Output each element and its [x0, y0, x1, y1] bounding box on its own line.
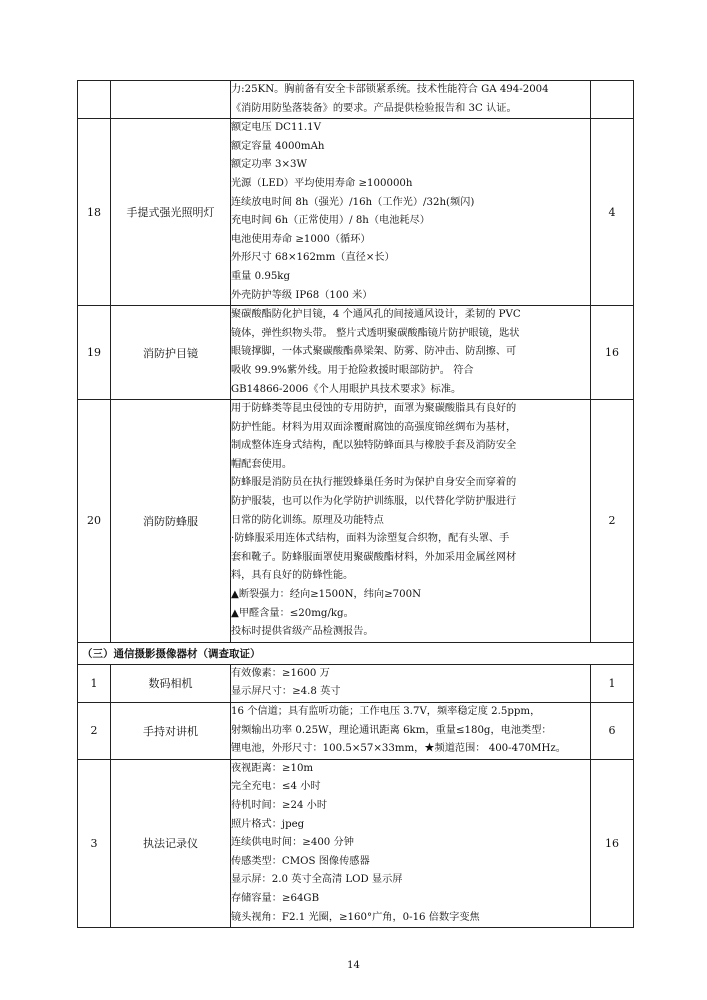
item-name: 手持对讲机 [111, 703, 231, 760]
item-quantity: 2 [591, 400, 634, 643]
spec-line: 照片格式：jpeg [231, 818, 305, 830]
item-specification [231, 759, 591, 927]
spec-line: 射频输出功率 0.25W，理论通讯距离 6km，重量≤180g，电池类型： [231, 724, 552, 736]
table-body-bottom [78, 664, 634, 927]
spec-line: 待机时间：≥24 小时 [231, 799, 328, 811]
spec-line: 日常的防化训练。原理及功能特点 [231, 514, 384, 526]
page-number: 14 [347, 960, 360, 971]
spec-line: 充电时间 6h（正常使用）/ 8h（电池耗尽） [231, 215, 430, 227]
spec-line: 眼镜撑脚，一体式聚碳酸酯鼻梁架、防雾、防冲击、防刮擦、可 [231, 346, 517, 358]
item-number: 2 [78, 703, 111, 760]
spec-line: 防护性能。材料为用双面涂覆耐腐蚀的高强度锦丝绸布为基材， [231, 421, 517, 433]
spec-line: 显示屏尺寸：≥4.8 英寸 [231, 686, 341, 698]
spec-line: 镜体，弹性织物头带。 整片式透明聚碳酸酯镜片防护眼镜，匙状 [231, 327, 520, 339]
spec-line: 用于防蜂类等昆虫侵蚀的专用防护，面罩为聚碳酸脂具有良好的 [231, 403, 517, 415]
spec-line: 电池使用寿命 ≥1000（循环） [231, 233, 371, 245]
spec-line: 额定电压 DC11.1V [231, 122, 321, 134]
spec-line: 制成整体连身式结构，配以独特防蜂面具与橡胶手套及消防安全 [231, 440, 517, 452]
spec-line: 镜头视角：F2.1 光圈，≥160°广角，0-16 倍数字变焦 [231, 911, 480, 923]
item-specification [231, 400, 591, 643]
item-name: 执法记录仪 [111, 759, 231, 927]
spec-line: ▲断裂强力：经向≥1500N，纬向≥700N [231, 589, 421, 601]
spec-line: 防护服装，也可以作为化学防护训练服，以代替化学防护服进行 [231, 496, 517, 508]
item-quantity: 16 [591, 759, 634, 927]
item-number [78, 81, 111, 119]
spec-line: 存储容量：≥64GB [231, 892, 320, 904]
item-specification [231, 306, 591, 400]
table-row [78, 119, 634, 306]
item-name: 消防防蜂服 [111, 400, 231, 643]
item-specification [231, 664, 591, 702]
spec-line: 投标时提供省级产品检测报告。 [231, 626, 374, 638]
spec-line: 《消防用防坠落装备》的要求。产品提供检验报告和 3C 认证。 [231, 102, 517, 114]
spec-line: GB14866-2006《个人用眼护具技术要求》标准。 [231, 383, 462, 395]
item-quantity: 4 [591, 119, 634, 306]
spec-line: 夜视距离：≥10m [231, 762, 314, 774]
spec-line: 吸收 99.9%紫外线。用于抢险救援时眼部防护。 符合 [231, 364, 474, 376]
section-title: （三）通信摄影摄像器材（调查取证） [78, 642, 634, 664]
table-body-top [78, 81, 634, 643]
item-number: 1 [78, 664, 111, 702]
spec-line: 聚碳酸酯防化护目镜，4 个通风孔的间接通风设计，柔韧的 PVC [231, 309, 521, 321]
spec-line: 完全充电：≤4 小时 [231, 781, 321, 793]
table-row [78, 759, 634, 927]
spec-table [77, 80, 634, 928]
spec-line: 料，具有良好的防蜂性能。 [231, 570, 354, 582]
spec-line: ·防蜂服采用连体式结构，面料为涂塑复合织物，配有头罩、手 [231, 533, 510, 545]
item-specification [231, 703, 591, 760]
spec-line: 力:25KN。胸前备有安全卡部锁紧系统。技术性能符合 GA 494-2004 [231, 84, 549, 95]
spec-line: 传感类型：CMOS 图像传感器 [231, 855, 370, 867]
spec-line: 外壳防护等级 IP68（100 米） [231, 289, 373, 301]
item-name [111, 81, 231, 119]
item-name: 消防护目镜 [111, 306, 231, 400]
table-row [78, 703, 634, 760]
spec-line: 锂电池，外形尺寸：100.5×57×33mm，★频道范围： 400-470MHz。 [231, 743, 566, 755]
spec-line: 帽配套使用。 [231, 458, 293, 470]
table-row [78, 306, 634, 400]
spec-line: 额定容量 4000mAh [231, 140, 325, 152]
spec-line: 连续放电时间 8h（强光）/16h（工作光）/32h(频闪) [231, 196, 475, 208]
spec-line: 显示屏：2.0 英寸全高清 LOD 显示屏 [231, 874, 403, 886]
item-specification [231, 119, 591, 306]
spec-line: 重量 0.95kg [231, 270, 290, 282]
item-name: 数码相机 [111, 664, 231, 702]
spec-line: 光源（LED）平均使用寿命 ≥100000h [231, 177, 413, 189]
spec-line: 套和靴子。防蜂服面罩使用聚碳酸酯材料，外加采用金属丝网材 [231, 551, 517, 563]
item-quantity [591, 81, 634, 119]
spec-line: ▲甲醛含量：≤20mg/kg。 [231, 607, 354, 619]
table-row [78, 400, 634, 643]
item-number: 20 [78, 400, 111, 643]
item-specification [231, 81, 591, 119]
spec-line: 16 个信道；具有监听功能；工作电压 3.7V，频率稳定度 2.5ppm， [231, 706, 541, 717]
item-number: 18 [78, 119, 111, 306]
spec-line: 外形尺寸 68×162mm（直径×长） [231, 252, 395, 264]
section-row [78, 642, 634, 664]
spec-line: 防蜂服是消防员在执行摧毁蜂巢任务时为保护自身安全而穿着的 [231, 477, 517, 489]
table-row [78, 664, 634, 702]
table-section [78, 642, 634, 664]
item-number: 3 [78, 759, 111, 927]
spec-line: 有效像素：≥1600 万 [231, 667, 330, 679]
spec-line: 额定功率 3×3W [231, 159, 307, 171]
item-quantity: 16 [591, 306, 634, 400]
item-quantity: 6 [591, 703, 634, 760]
item-quantity: 1 [591, 664, 634, 702]
table-row [78, 81, 634, 119]
item-number: 19 [78, 306, 111, 400]
spec-line: 连续供电时间：≥400 分钟 [231, 837, 354, 849]
item-name: 手提式强光照明灯 [111, 119, 231, 306]
